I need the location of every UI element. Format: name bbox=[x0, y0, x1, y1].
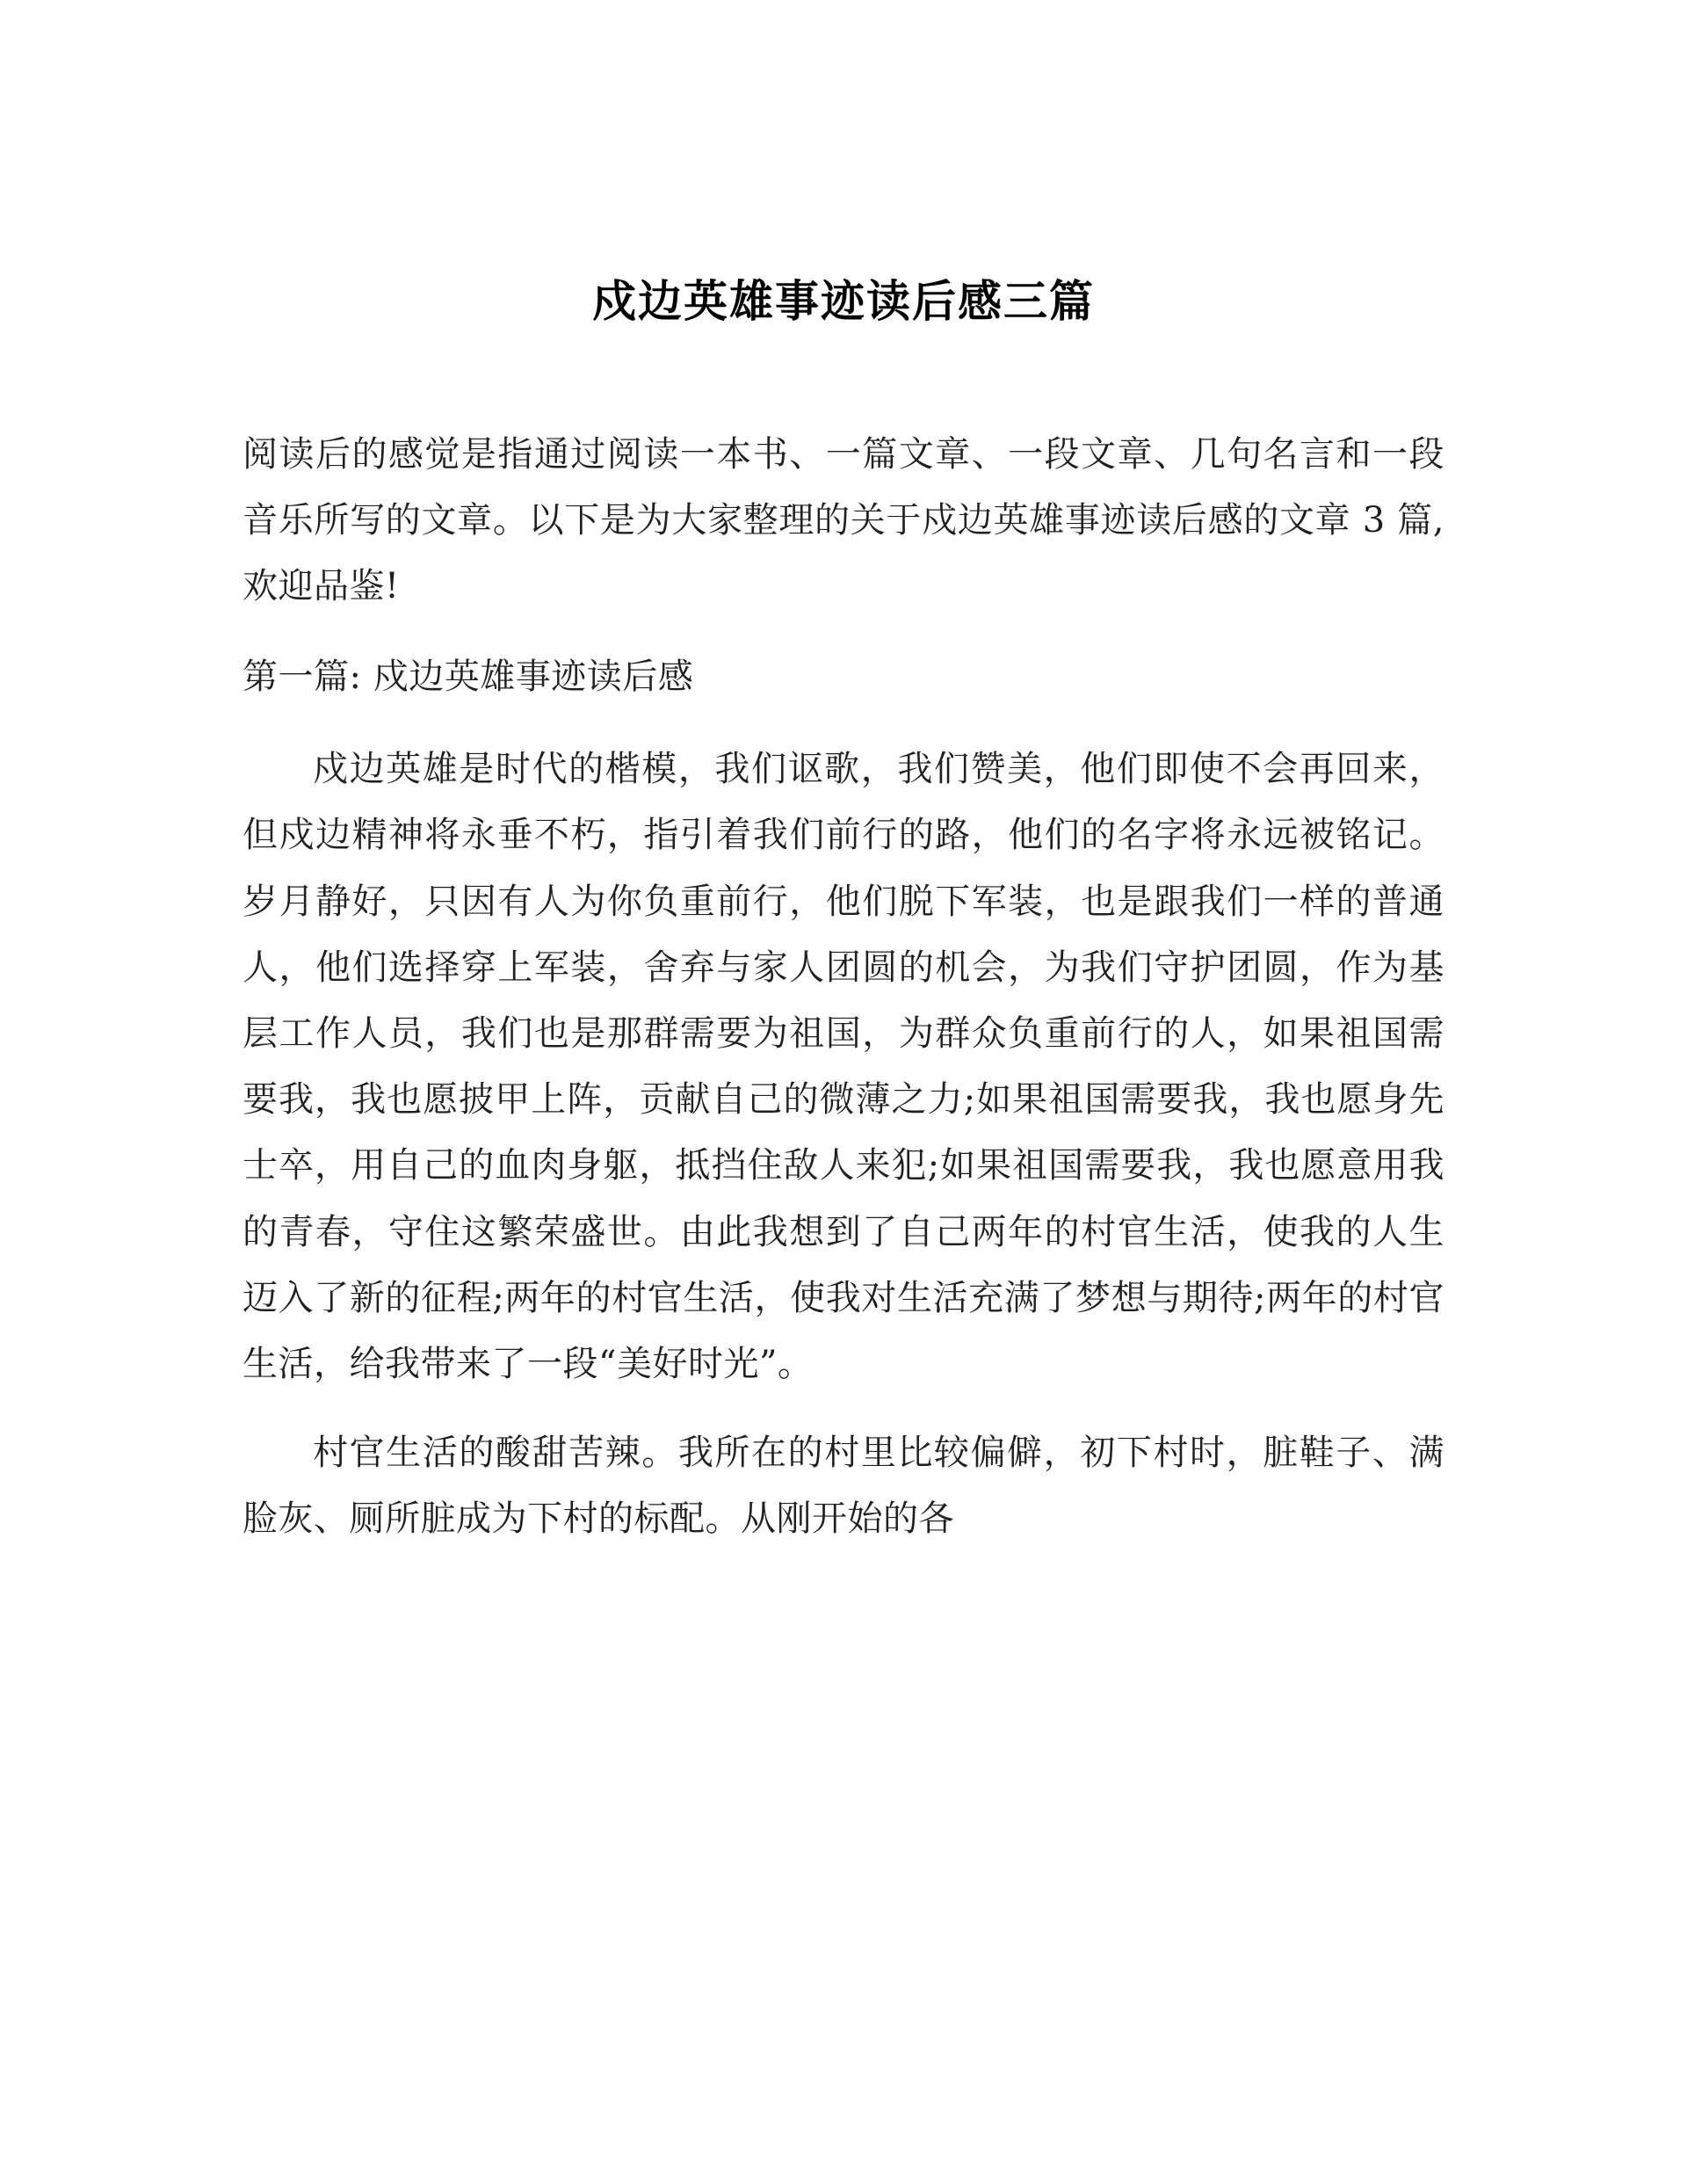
page-title: 戍边英雄事迹读后感三篇 bbox=[592, 276, 1095, 327]
document-body bbox=[243, 0, 1444, 1553]
section-one-label: 第一篇: 戍边英雄事迹读后感 bbox=[243, 657, 694, 698]
intro-paragraph: 阅读后的感觉是指通过阅读一本书、一篇文章、一段文章、几句名言和一段音乐所写的文章。以下是为大家整理的关于戍边英雄事迹读后感的文章 3 篇,欢迎品鉴! bbox=[243, 433, 1444, 606]
body-paragraph-one: 戍边英雄是时代的楷模，我们讴歌，我们赞美，他们即使不会再回来，但戍边精神将永垂不朽，指引着我们前行的路，他们的名字将永远被铭记。岁月静好，只因有人为你负重前行，他们脱下军装，也是跟我们一样的普通人，他们选择穿上军装，舍弃与家人团圆的机会，为我们守护团圆，作为基层工作人员，我们也是那群需要为祖国，为群众负重前行的人，如果祖国需要我，我也愿披甲上阵，贡献自己的微薄之力;如果祖国需要我，我也愿身先士卒，用自己的血肉身躯，抵挡住敌人来犯;如果祖国需要我，我也愿意用我的青春，守住这繁荣盛世。由此我想到了自己两年的村官生活，使我的人生迈入了新的征程;两年的村官生活，使我对生活充满了梦想与期待;两年的村官生活，给我带来了一段“美好时光”。 bbox=[243, 749, 1444, 1384]
body-paragraph-two: 村官生活的酸甜苦辣。我所在的村里比较偏僻，初下村时，脏鞋子、满脸灰、厕所脏成为下村的标配。从刚开始的各 bbox=[243, 1433, 1444, 1540]
